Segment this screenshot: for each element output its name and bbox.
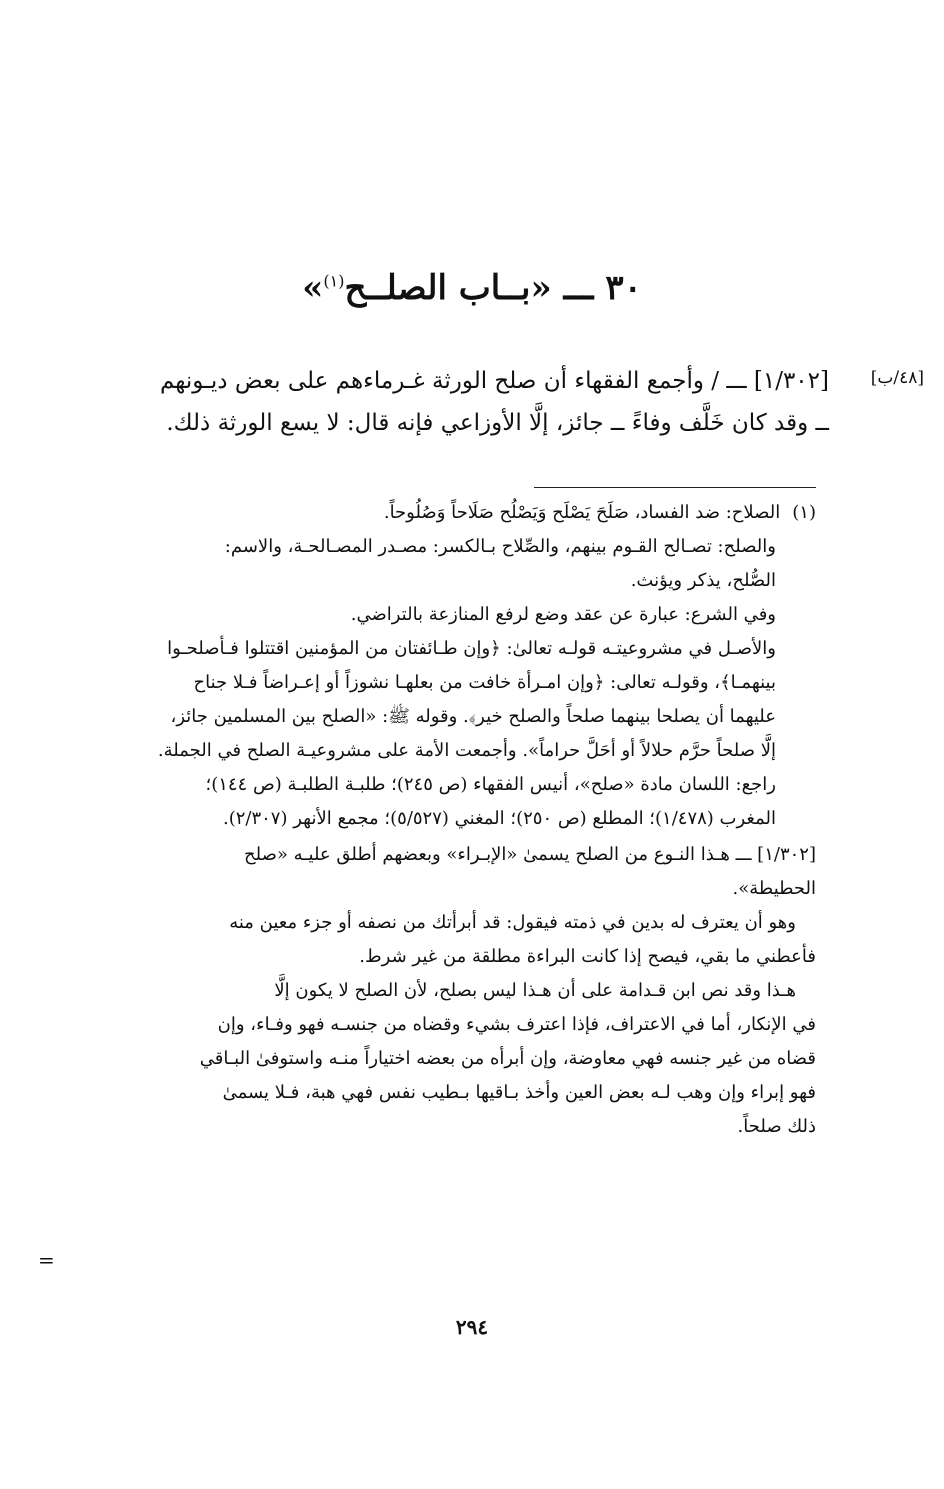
chapter-number: ٣٠	[605, 268, 642, 308]
commentary-line: [١/٣٠٢] ـــ هـذا النـوع من الصلح يسمىٰ «الإبـراء» وبعضهم أطلق عليـه «صلح	[244, 844, 816, 865]
chapter-title	[0, 268, 944, 308]
main-text-block	[70, 360, 829, 444]
footnote-text: الصلاح: ضد الفساد، صَلَحَ يَصْلَح وَيَصْلُح صَلَاحاً وَصُلُوحاً.	[383, 502, 781, 523]
continuation-mark: =	[38, 1248, 55, 1272]
footnote-line: إلَّا صلحاً حرَّم حلالاً أو أحَلَّ حراماً». وأجمعت الأمة على مشروعيـة الصلح في الجملة.	[157, 740, 776, 761]
footnote-line: راجع: اللسان مادة «صلح»، أنيس الفقهاء (ص ٢٤٥)؛ طلبـة الطلبـة (ص ١٤٤)؛	[205, 774, 776, 795]
title-dash: ـــ	[563, 268, 594, 308]
title-close-quote: »	[302, 268, 324, 308]
commentary-line: قضاه من غير جنسه فهي معاوضة، وإن أبرأه من بعضه اختياراً منـه واستوفىٰ البـاقي	[199, 1048, 816, 1069]
footnote-number: (١)	[792, 502, 816, 523]
footnote-separator	[534, 487, 816, 488]
main-text-line: ــ وقد كان خَلَّف وفاءً ــ جائز، إلَّا الأوزاعي فإنه قال: لا يسع الورثة ذلك.	[166, 410, 829, 436]
footnote-line: عليهما أن يصلحا بينهما صلحاً والصلح خير﴾. وقوله ﷺ: «الصلح بين المسلمين جائز،	[170, 706, 776, 727]
footnote-line: والأصـل في مشروعيتـه قولـه تعالىٰ: ﴿وإن طـائفتان من المؤمنين اقتتلوا فـأصلحـوا	[167, 638, 776, 659]
footnote-line: وفي الشرع: عبارة عن عقد وضع لرفع المنازعة بالتراضي.	[350, 604, 776, 625]
commentary-line: فأعطني ما بقي، فيصح إذا كانت البراءة مطلقة من غير شرط.	[359, 946, 816, 967]
footnote-line: المغرب (١/٤٧٨)؛ المطلع (ص ٢٥٠)؛ المغني (٥/٥٢٧)؛ مجمع الأنهر (٢/٣٠٧).	[222, 808, 776, 829]
footnotes-block	[80, 496, 816, 1144]
main-text-line: [١/٣٠٢] ـــ / وأجمع الفقهاء أن صلح الورثة غـرماءهم على بعض ديـونهم	[159, 368, 829, 394]
footnote-line	[80, 496, 816, 530]
commentary-line: هـذا وقد نص ابن قـدامة على أن هـذا ليس بصلح، لأن الصلح لا يكون إلَّا	[274, 980, 796, 1001]
chapter-title-text: «بــاب الصلــح	[344, 268, 552, 308]
commentary-block	[80, 838, 816, 1144]
commentary-line: الحطيطة».	[732, 878, 816, 899]
commentary-line: في الإنكار، أما في الاعتراف، فإذا اعترف بشيء وقضاه من جنسـه فهو وفـاء، وإن	[217, 1014, 816, 1035]
commentary-line: ذلك صلحاً.	[737, 1116, 816, 1137]
footnote-reference: (١)	[323, 271, 345, 291]
folio-margin-note: [٤٨/ب]	[870, 368, 924, 388]
page-number: ٢٩٤	[455, 1315, 489, 1339]
footnote-line: والصلح: تصـالح القـوم بينهم، والصِّلاح بـالكسر: مصـدر المصـالحـة، والاسم:	[224, 536, 776, 557]
footnote-line: بينهمـا﴾، وقولـه تعالى: ﴿وإن امـرأة خافت من بعلهـا نشوزاً أو إعـراضاً فـلا جناح	[193, 672, 776, 693]
footnote-line: الصُّلح، يذكر ويؤنث.	[630, 570, 776, 591]
commentary-line: فهو إبراء وإن وهب لـه بعض العين وأخذ بـاقيها بـطيب نفس فهي هبة، فـلا يسمىٰ	[222, 1082, 816, 1103]
commentary-line: وهو أن يعترف له بدين في ذمته فيقول: قد أبرأتك من نصفه أو جزء معين منه	[229, 912, 796, 933]
